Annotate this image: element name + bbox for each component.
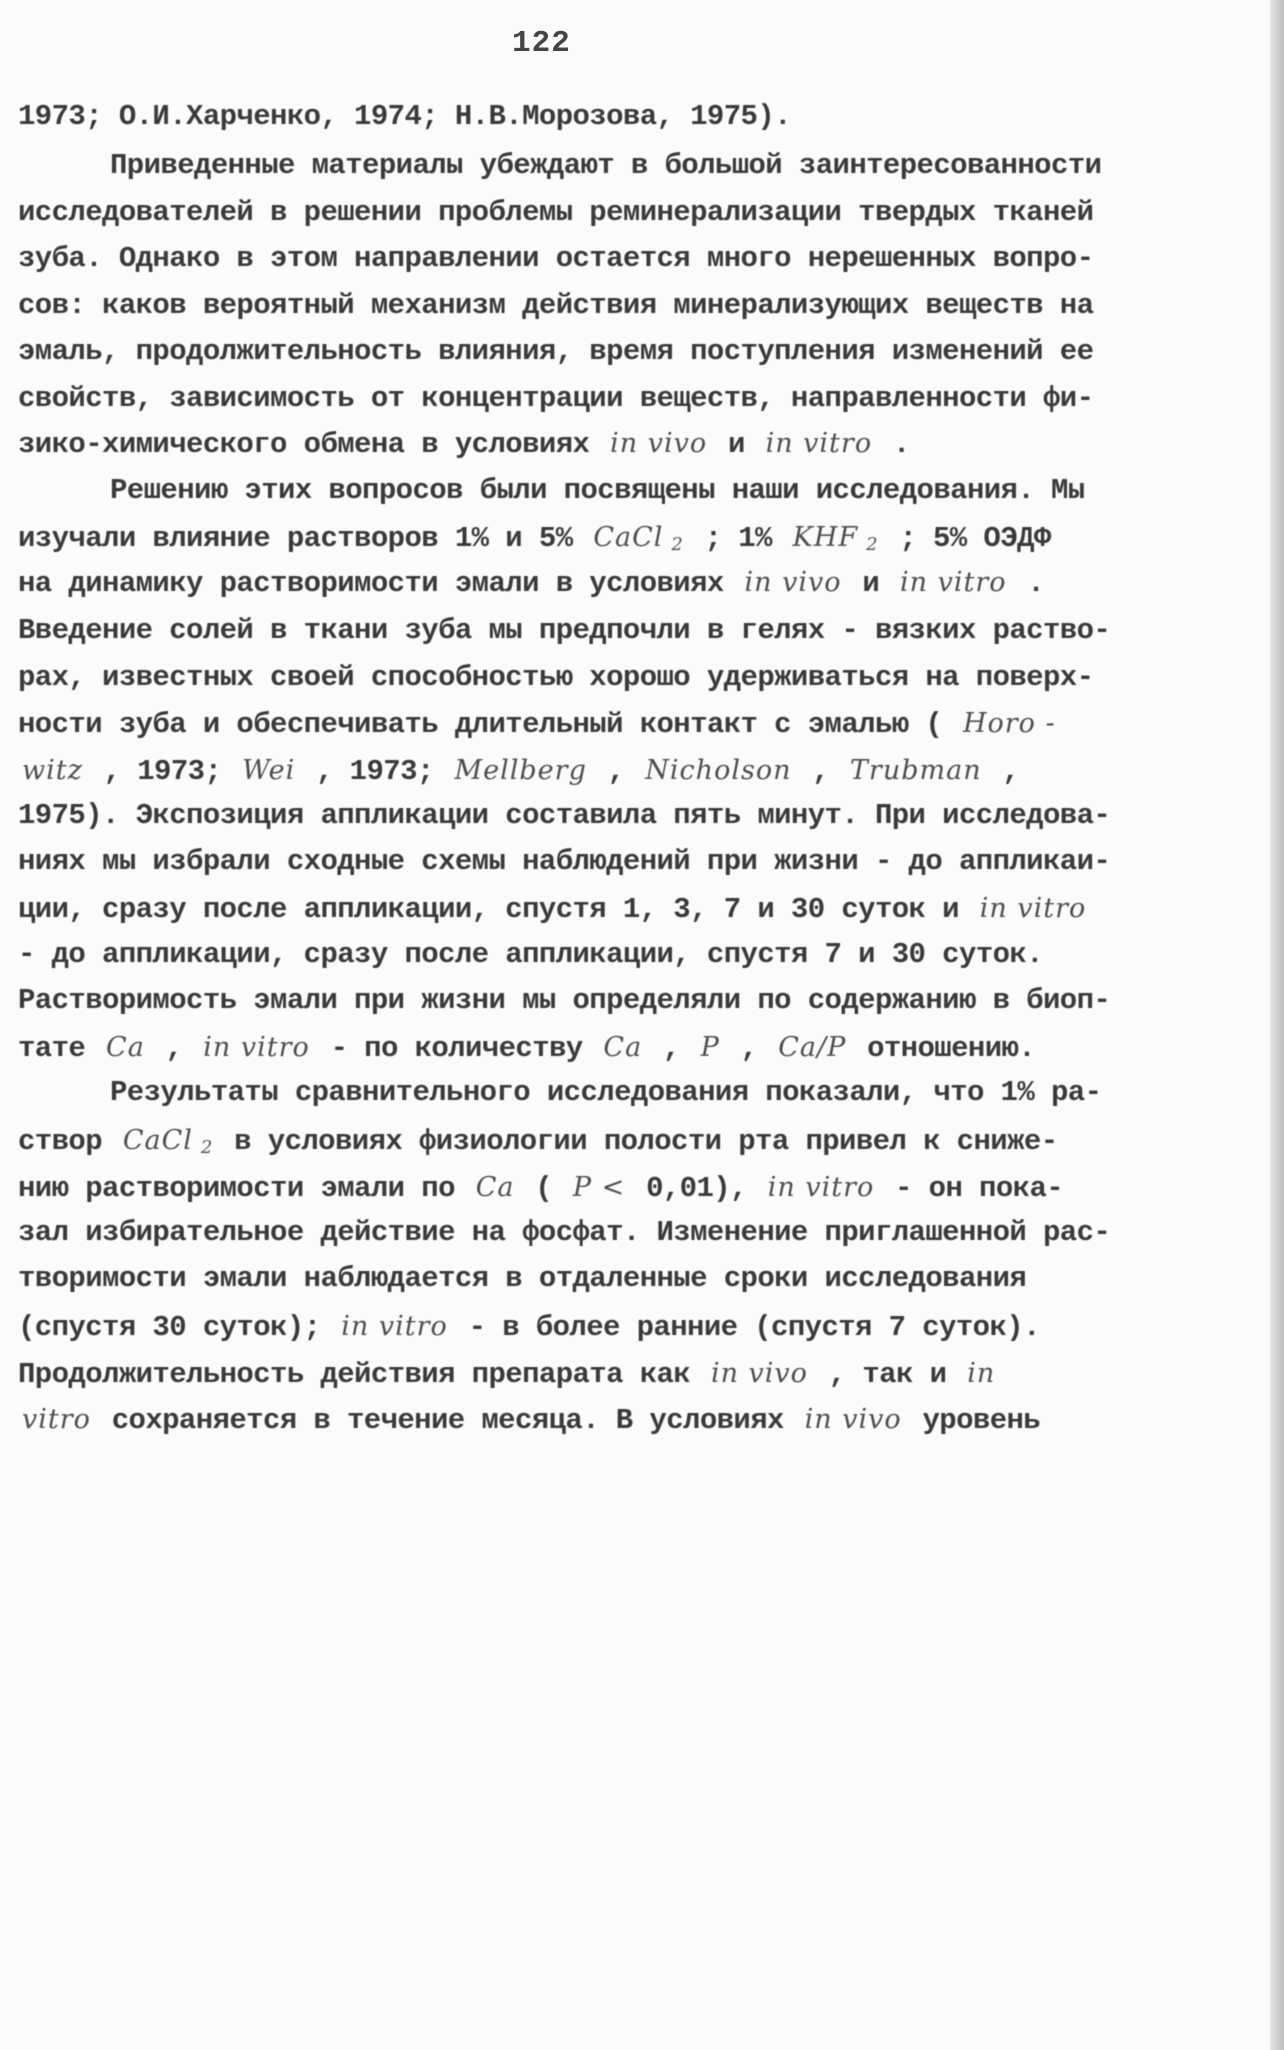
text-line [18,610,1218,652]
handwritten-term: in [967,1358,996,1389]
text-line [18,934,1218,976]
text-line [18,192,1218,234]
typed-text: (спустя 30 суток); [18,1311,321,1344]
typed-text: сов: каков вероятный механизм действия минерализующих веществ на [18,289,1094,322]
text-line [18,331,1218,373]
handwritten-term: Ca [106,1032,145,1063]
typed-text: - по количеству [330,1032,583,1065]
typed-text: , [663,1032,680,1065]
typed-text: 1975). Экспозиция аппликации составила пять минут. При исследова- [18,799,1111,832]
typed-text: и [727,428,745,461]
text-line [110,470,1284,512]
typed-text: изучали влияние растворов 1% и 5% [18,522,573,555]
typed-text: ( [535,1172,553,1205]
typed-text: Продолжительность действия препарата как [18,1358,691,1391]
text-line [18,238,1218,280]
typed-text: ниях мы избрали сходные схемы наблюдений при жизни - до аппликаи- [18,845,1111,878]
handwritten-term: Ca [603,1032,643,1063]
page-number: 122 [512,26,571,61]
typed-text: исследователей в решении проблемы реминерализации твердых тканей [18,196,1094,229]
typed-text: Решению этих вопросов были посвящены наши исследования. Мы [110,474,1085,507]
handwritten-term: in vitro [900,567,1007,598]
handwritten-term: in vitro [203,1032,310,1063]
text-line [18,1212,1218,1254]
typed-text: Введение солей в ткани зуба мы предпочли в гелях - вязких раство- [18,614,1111,647]
typed-text: рах, известных своей способностью хорошо удерживаться на поверх- [18,661,1094,694]
typed-text: свойств, зависимость от концентрации веществ, направленности фи- [18,382,1094,415]
text-line [18,285,1218,327]
text-line [18,1353,1218,1395]
typed-text: , [1002,755,1020,788]
handwritten-term: vitro [22,1404,91,1435]
handwritten-term: P [700,1032,720,1063]
page-edge-shadow [1270,0,1284,2050]
typed-text: уровень [922,1404,1041,1437]
text-line [18,1167,1218,1209]
text-line [18,841,1218,883]
typed-text: зал избирательное действие на фосфат. Изменение приглашенной рас- [18,1216,1111,1249]
typed-text: . [892,428,910,461]
typed-text: 1973; О.И.Харченко, 1974; Н.В.Морозова, 1975). [18,100,791,133]
handwritten-term: witz [22,755,83,786]
typed-text: , 1973; [316,755,434,788]
text-line [18,1306,1218,1348]
handwritten-term: Trubman [849,755,982,786]
typed-text: на динамику растворимости эмали в условиях [18,567,724,600]
typed-text: - в более ранние (спустя 7 суток). [468,1311,1040,1344]
typed-text: творимости эмали наблюдается в отдаленные сроки исследования [18,1262,1027,1295]
handwritten-term: in vitro [767,1172,875,1203]
text-line [18,378,1218,420]
handwritten-term: CaCl [593,522,664,553]
handwritten-term: Ca [475,1172,515,1203]
handwritten-term: Mellberg [454,755,587,786]
typed-text: зико-химического обмена в условиях [18,428,590,461]
typed-text: в условиях физиологии полости рта привел к сниже- [234,1125,1058,1158]
typed-text: ; 1% [704,522,772,555]
text-line [18,657,1218,699]
handwritten-subscript: 2 [200,1137,214,1158]
handwritten-term: KHF [792,522,859,553]
text-line [110,1072,1284,1114]
typed-text: , [607,755,625,788]
handwritten-term: Wei [242,755,296,786]
text-line [18,96,1218,138]
text-line [18,1120,1218,1162]
handwritten-term: CaCl [122,1125,193,1156]
text-line [18,1027,1218,1069]
handwritten-term: in vitro [979,893,1087,924]
typed-text: эмаль, продолжительность влияния, время поступления изменений ее [18,335,1094,368]
text-line [18,1258,1218,1300]
typed-text: сохраняется в течение месяца. В условиях [111,1404,784,1437]
handwritten-term: Horo - [962,708,1056,739]
text-line [18,703,1218,745]
typed-text: 0,01), [646,1172,747,1205]
typed-text: , [740,1032,758,1065]
typed-text: ции, сразу после аппликации, спустя 1, 3, 7 и 30 суток и [18,893,959,926]
handwritten-subscript: 2 [866,534,879,555]
handwritten-term: Ca/P [778,1032,847,1063]
handwritten-term: P < [572,1172,626,1203]
typed-text: Результаты сравнительного исследования показали, что 1% ра- [110,1076,1102,1109]
typed-text: Приведенные материалы убеждают в большой заинтересованности [110,149,1102,182]
text-line [18,423,1218,465]
text-line [18,795,1218,837]
typed-text: . [1027,567,1045,600]
handwritten-term: in vivo [744,567,842,598]
typed-text: , [165,1032,183,1065]
typed-text: зуба. Однако в этом направлении остается много нерешенных вопро- [18,242,1094,275]
text-line [18,888,1218,930]
typed-text: Растворимость эмали при жизни мы определяли по содержанию в биоп- [18,984,1111,1017]
handwritten-term: in vitro [341,1311,448,1342]
typed-text: тате [18,1032,86,1065]
typed-text: нию растворимости эмали по [18,1172,455,1205]
text-line [110,145,1284,187]
typed-text: , [812,755,830,788]
text-line [18,562,1218,604]
typed-text: , 1973; [103,755,222,788]
typed-text: и [862,567,880,600]
text-line [18,1399,1218,1441]
handwritten-term: Nicholson [645,755,792,786]
handwritten-subscript: 2 [671,534,684,555]
handwritten-term: in vivo [804,1404,902,1435]
handwritten-term: in vivo [710,1358,808,1389]
typed-text: , так и [828,1358,947,1391]
typed-text: ; 5% ОЭДФ [899,522,1051,555]
typed-text: - до аппликации, сразу после аппликации, спустя 7 и 30 суток. [18,938,1043,971]
typed-text: отношению. [867,1032,1036,1065]
handwritten-term: in vivo [610,428,708,459]
typed-text: створ [18,1125,103,1158]
text-line [18,980,1218,1022]
text-line [18,517,1218,559]
handwritten-term: in vitro [765,428,873,459]
text-line [18,750,1218,792]
typed-text: ности зуба и обеспечивать длительный контакт с эмалью ( [18,708,943,741]
typed-text: - он пока- [895,1172,1064,1205]
